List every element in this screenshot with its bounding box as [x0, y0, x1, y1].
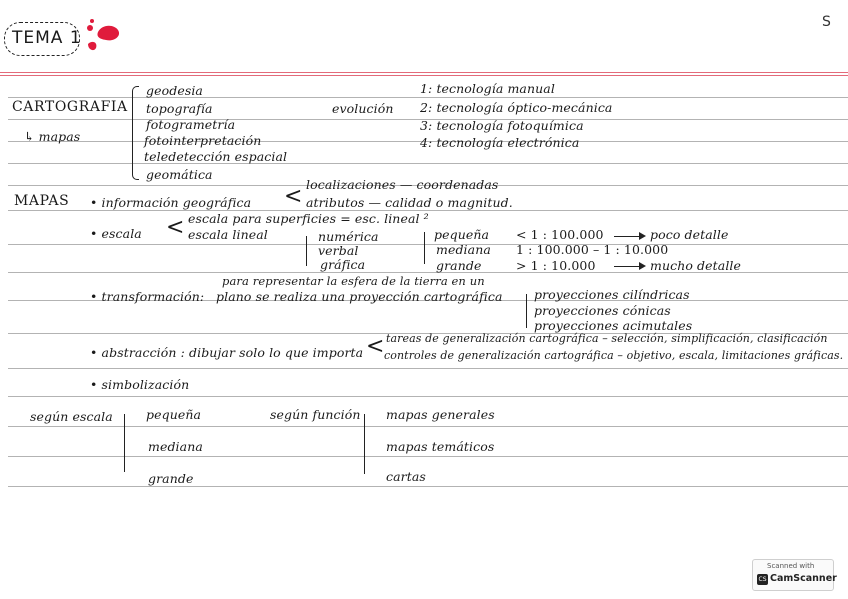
- transformacion-note: para representar la esfera de la tierra en un: [222, 274, 485, 288]
- watermark-line1: Scanned with: [767, 562, 815, 570]
- arrow-to-detail: [614, 236, 644, 237]
- ruled-line: [8, 244, 848, 245]
- segun-funcion-item: mapas temáticos: [386, 439, 495, 454]
- corner-letter: S: [822, 14, 831, 30]
- ruled-line: [8, 456, 848, 457]
- watermark-line2: CamScanner: [770, 573, 837, 584]
- page-title: TEMA 1: [12, 28, 82, 48]
- evolucion-item: 2: tecnología óptico-mecánica: [420, 100, 613, 115]
- ruled-line: [8, 426, 848, 427]
- simbolizacion-label: • simbolización: [90, 377, 190, 392]
- detail-item: mucho detalle: [650, 258, 742, 273]
- arrow-to-detail: [614, 266, 644, 267]
- size-item: mediana: [436, 242, 491, 257]
- evolucion-label: evolución: [332, 101, 394, 116]
- evolucion-item: 4: tecnología electrónica: [420, 135, 580, 150]
- cartografia-item: fotogrametría: [146, 117, 236, 132]
- segun-escala-fork: [124, 414, 125, 472]
- segun-funcion-fork: [364, 414, 365, 474]
- cartografia-brace: [132, 86, 139, 180]
- segun-escala-item: grande: [148, 471, 194, 486]
- proyecciones-fork: [526, 294, 527, 328]
- proyeccion-item: proyecciones cilíndricas: [534, 287, 690, 302]
- escala-lineal-type: verbal: [318, 243, 359, 258]
- ruled-line: [8, 368, 848, 369]
- bracket-less-than: <: [284, 184, 303, 209]
- size-item: grande: [436, 258, 482, 273]
- abstraccion-label: • abstracción : dibujar solo lo que importa: [90, 345, 364, 360]
- segun-funcion-item: cartas: [386, 469, 426, 484]
- escala-lineal-type: gráfica: [320, 257, 366, 272]
- ratio-item: 1 : 100.000 – 1 : 10.000: [516, 242, 669, 257]
- size-item: pequeña: [434, 227, 490, 242]
- cartografia-item: fotointerpretación: [144, 133, 262, 148]
- evolucion-item: 1: tecnología manual: [420, 81, 555, 96]
- escala-lineal-fork: [306, 236, 307, 266]
- proyeccion-item: proyecciones acimutales: [534, 318, 693, 333]
- escala-item: escala para superficies = esc. lineal ²: [188, 211, 429, 226]
- camscanner-logo-icon: CS: [758, 576, 767, 583]
- red-splash-icon: [84, 18, 124, 54]
- ratio-item: > 1 : 10.000: [516, 258, 596, 273]
- margin-line-top: [0, 72, 848, 73]
- bracket-less-than: <: [366, 334, 385, 359]
- cartografia-item: geodesia: [146, 83, 203, 98]
- escala-item: escala lineal: [188, 227, 268, 242]
- cartografia-item: teledetección espacial: [144, 149, 288, 164]
- segun-escala-item: mediana: [148, 439, 203, 454]
- sizes-fork: [424, 232, 425, 264]
- ruled-line: [8, 486, 848, 487]
- escala-lineal-type: numérica: [318, 229, 379, 244]
- cartografia-heading: CARTOGRAFIA: [12, 99, 128, 115]
- segun-escala-label: según escala: [30, 409, 113, 424]
- informacion-item: atributos — calidad o magnitud.: [306, 195, 513, 210]
- mapas-heading: MAPAS: [14, 193, 70, 209]
- abstraccion-item: controles de generalización cartográfica – objetivo, escala, limitaciones gráficas.: [384, 349, 844, 362]
- cartografia-sub: ↳ mapas: [24, 129, 81, 144]
- transformacion-text: plano se realiza una proyección cartográfica: [216, 289, 503, 304]
- abstraccion-item: tareas de generalización cartográfica – selección, simplificación, clasificación: [386, 332, 828, 345]
- segun-escala-item: pequeña: [146, 407, 202, 422]
- evolucion-item: 3: tecnología fotoquímica: [420, 118, 584, 133]
- ruled-line: [8, 396, 848, 397]
- informacion-label: • información geográfica: [90, 195, 252, 210]
- informacion-item: localizaciones — coordenadas: [306, 177, 499, 192]
- cartografia-item: topografía: [146, 101, 213, 116]
- ratio-item: < 1 : 100.000: [516, 227, 604, 242]
- segun-funcion-label: según función: [270, 407, 361, 422]
- bracket-less-than: <: [166, 215, 185, 240]
- proyeccion-item: proyecciones cónicas: [534, 303, 671, 318]
- cartografia-item: geomática: [146, 167, 213, 182]
- detail-item: poco detalle: [650, 227, 729, 242]
- escala-label: • escala: [90, 226, 142, 241]
- transformacion-label: • transformación:: [90, 289, 205, 304]
- camscanner-watermark: [752, 559, 837, 591]
- margin-line-top-2: [0, 75, 848, 76]
- segun-funcion-item: mapas generales: [386, 407, 495, 422]
